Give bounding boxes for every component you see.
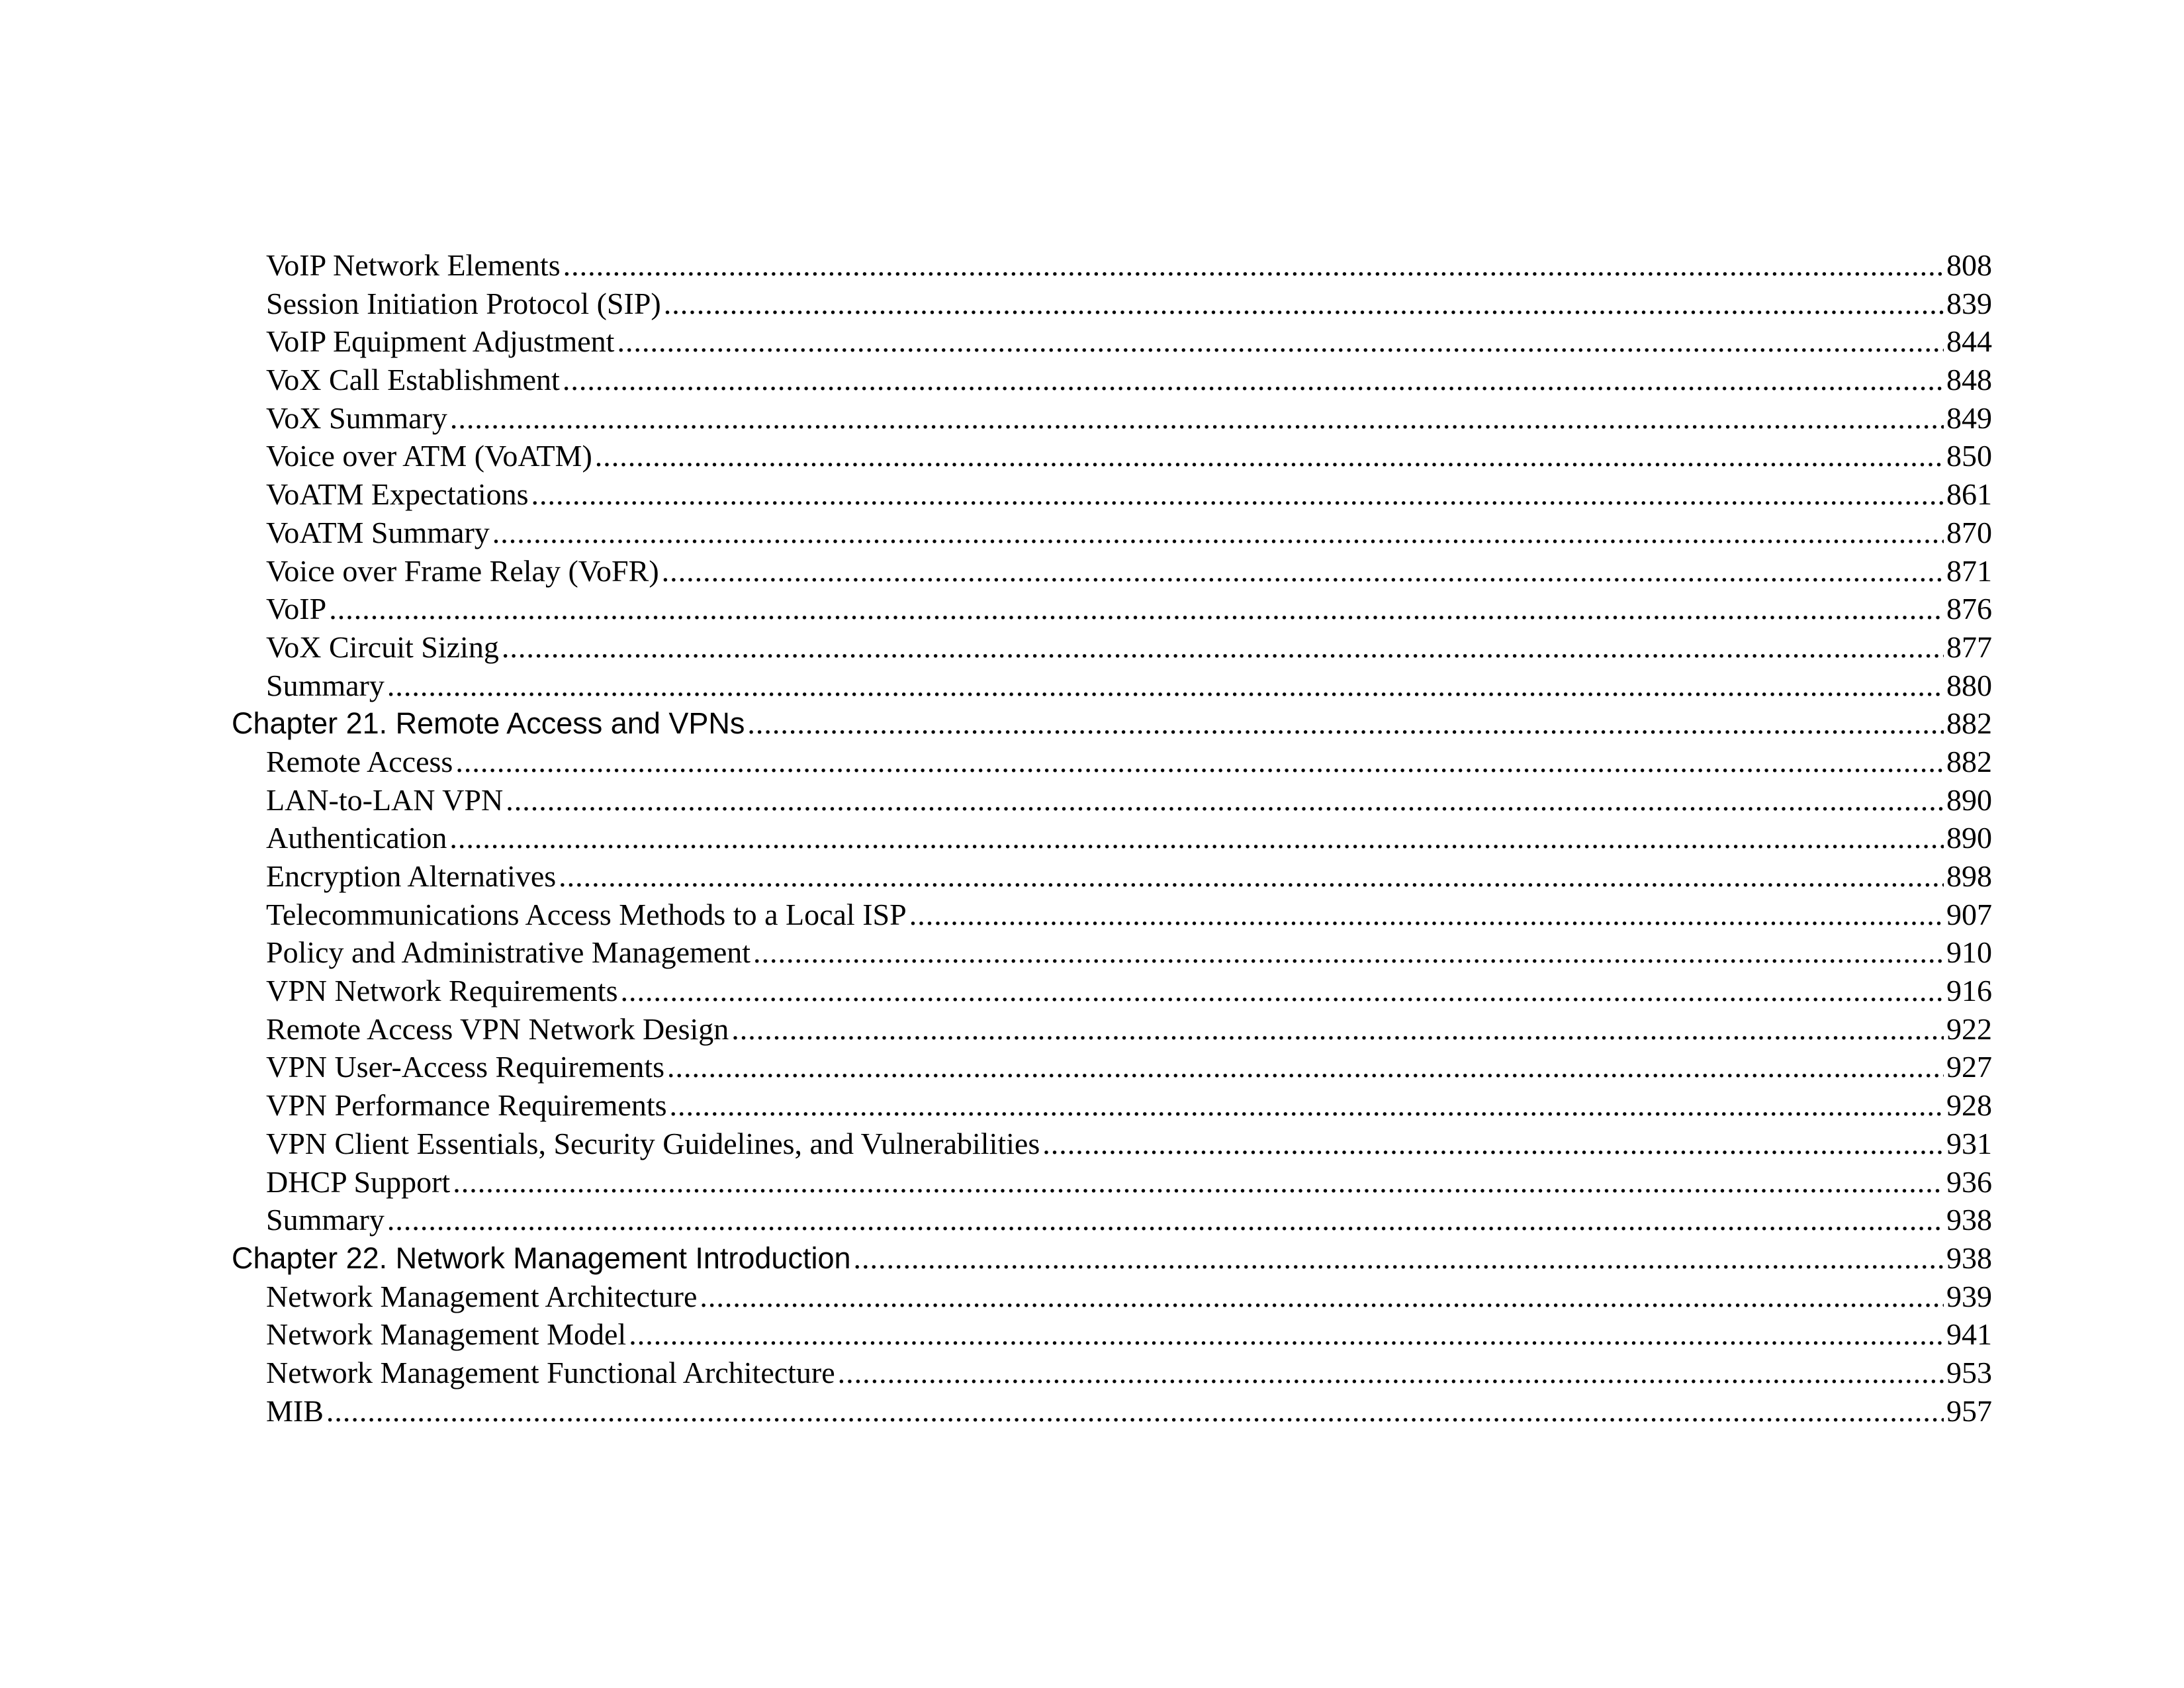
dot-leader (629, 1315, 1944, 1354)
toc-entry-page-number: 861 (1946, 477, 1992, 512)
toc-entry-title: Voice over Frame Relay (VoFR) (266, 553, 659, 588)
dot-leader (453, 1163, 1944, 1201)
toc-entry-page-number: 880 (1946, 668, 1992, 702)
dot-leader (563, 361, 1944, 399)
dot-leader (664, 285, 1944, 323)
dot-leader (731, 1010, 1944, 1049)
toc-section-entry[interactable] (232, 743, 1992, 781)
toc-entry-title: Network Management Architecture (266, 1279, 698, 1313)
toc-section-entry[interactable] (232, 399, 1992, 438)
toc-entry-title: Summary (266, 1203, 385, 1237)
dot-leader (662, 552, 1944, 590)
toc-section-entry[interactable] (232, 246, 1992, 285)
toc-section-entry[interactable] (232, 475, 1992, 514)
toc-entry-page-number: 877 (1946, 630, 1992, 664)
toc-entry-title: VoATM Summary (266, 515, 490, 549)
toc-entry-page-number: 839 (1946, 286, 1992, 320)
toc-entry-page-number: 882 (1946, 706, 1992, 741)
toc-entry-page-number: 931 (1946, 1126, 1992, 1160)
toc-entry-page-number: 916 (1946, 974, 1992, 1008)
toc-section-entry[interactable] (232, 933, 1992, 972)
dot-leader (563, 246, 1944, 285)
toc-section-entry[interactable] (232, 1125, 1992, 1163)
toc-entry-page-number: 910 (1946, 935, 1992, 970)
toc-entry-title: VPN User-Access Requirements (266, 1050, 665, 1084)
toc-section-entry[interactable] (232, 514, 1992, 552)
toc-entry-page-number: 898 (1946, 859, 1992, 893)
toc-entry-title: LAN-to-LAN VPN (266, 782, 504, 817)
toc-entry-title: Voice over ATM (VoATM) (266, 439, 592, 473)
toc-entry-title: VoX Summary (266, 400, 447, 435)
toc-entry-page-number: 938 (1946, 1241, 1992, 1275)
dot-leader (700, 1278, 1944, 1316)
toc-entry-page-number: 882 (1946, 744, 1992, 778)
toc-section-entry[interactable] (232, 361, 1992, 399)
toc-entry-title: VoIP Equipment Adjustment (266, 324, 615, 359)
dot-leader (1042, 1125, 1944, 1163)
toc-entry-title: VPN Performance Requirements (266, 1088, 667, 1123)
toc-section-entry[interactable] (232, 781, 1992, 820)
toc-section-entry[interactable] (232, 437, 1992, 475)
dot-leader (387, 667, 1944, 705)
toc-section-entry[interactable] (232, 896, 1992, 934)
toc-entry-title: Session Initiation Protocol (SIP) (266, 286, 661, 320)
toc-entry-page-number: 941 (1946, 1317, 1992, 1352)
toc-entry-page-number: 849 (1946, 400, 1992, 435)
toc-entry-title: VoX Call Establishment (266, 363, 560, 397)
dot-leader (450, 399, 1944, 438)
toc-entry-title: DHCP Support (266, 1164, 451, 1199)
toc-entry-title: Summary (266, 668, 385, 702)
toc-section-entry[interactable] (232, 1392, 1992, 1430)
toc-entry-page-number: 907 (1946, 897, 1992, 931)
toc-entry-page-number: 876 (1946, 592, 1992, 626)
dot-leader (620, 972, 1944, 1010)
toc-entry-title: VPN Network Requirements (266, 974, 618, 1008)
toc-entry-title: VoIP (266, 592, 327, 626)
toc-section-entry[interactable] (232, 1278, 1992, 1316)
dot-leader (492, 514, 1944, 552)
toc-entry-title: VoIP Network Elements (266, 248, 561, 282)
dot-leader (455, 743, 1944, 781)
toc-entry-page-number: 922 (1946, 1011, 1992, 1046)
toc-section-entry[interactable] (232, 1163, 1992, 1201)
toc-section-entry[interactable] (232, 552, 1992, 590)
toc-entry-page-number: 957 (1946, 1393, 1992, 1428)
dot-leader (595, 437, 1944, 475)
dot-leader (670, 1086, 1944, 1125)
toc-entry-title: Chapter 22. Network Management Introduction (232, 1241, 851, 1275)
toc-section-entry[interactable] (232, 1315, 1992, 1354)
dot-leader (326, 1392, 1944, 1430)
toc-section-entry[interactable] (232, 285, 1992, 323)
toc-entry-page-number: 808 (1946, 248, 1992, 282)
toc-entry-page-number: 844 (1946, 324, 1992, 359)
toc-entry-page-number: 936 (1946, 1164, 1992, 1199)
dot-leader (838, 1354, 1944, 1392)
dot-leader (753, 933, 1944, 972)
toc-section-entry[interactable] (232, 1010, 1992, 1049)
toc-section-entry[interactable] (232, 857, 1992, 896)
toc-chapter-entry[interactable] (232, 704, 1992, 743)
toc-entry-title: VoATM Expectations (266, 477, 529, 512)
dot-leader (449, 819, 1944, 857)
dot-leader (617, 322, 1944, 361)
toc-entry-page-number: 927 (1946, 1050, 1992, 1084)
toc-entry-title: MIB (266, 1393, 324, 1428)
toc-section-entry[interactable] (232, 819, 1992, 857)
toc-section-entry[interactable] (232, 590, 1992, 628)
dot-leader (854, 1239, 1944, 1278)
dot-leader (531, 475, 1944, 514)
toc-chapter-entry[interactable] (232, 1239, 1992, 1278)
dot-leader (909, 896, 1944, 934)
toc-entry-title: Network Management Model (266, 1317, 627, 1352)
dot-leader (502, 628, 1944, 667)
toc-entry-title: Policy and Administrative Management (266, 935, 751, 970)
toc-section-entry[interactable] (232, 667, 1992, 705)
toc-entry-title: Telecommunications Access Methods to a Local ISP (266, 897, 907, 931)
toc-entry-title: Network Management Functional Architecture (266, 1355, 835, 1389)
toc-section-entry[interactable] (232, 628, 1992, 667)
dot-leader (747, 704, 1944, 743)
toc-section-entry[interactable] (232, 322, 1992, 361)
toc-entry-page-number: 939 (1946, 1279, 1992, 1313)
toc-section-entry[interactable] (232, 1086, 1992, 1125)
dot-leader (506, 781, 1944, 820)
toc-entry-page-number: 938 (1946, 1203, 1992, 1237)
toc-entry-title: Encryption Alternatives (266, 859, 557, 893)
toc-section-entry[interactable] (232, 972, 1992, 1010)
toc-entry-title: Chapter 21. Remote Access and VPNs (232, 706, 745, 741)
table-of-contents (232, 246, 1992, 1430)
dot-leader (667, 1048, 1944, 1086)
toc-entry-page-number: 890 (1946, 782, 1992, 817)
toc-entry-page-number: 928 (1946, 1088, 1992, 1123)
toc-section-entry[interactable] (232, 1201, 1992, 1239)
toc-section-entry[interactable] (232, 1048, 1992, 1086)
toc-entry-page-number: 890 (1946, 821, 1992, 855)
toc-entry-title: Remote Access VPN Network Design (266, 1011, 729, 1046)
toc-entry-title: Remote Access (266, 744, 453, 778)
toc-entry-title: VPN Client Essentials, Security Guidelines, and Vulnerabilities (266, 1126, 1040, 1160)
dot-leader (329, 590, 1944, 628)
toc-entry-page-number: 953 (1946, 1355, 1992, 1389)
dot-leader (559, 857, 1944, 896)
toc-section-entry[interactable] (232, 1354, 1992, 1392)
toc-entry-page-number: 870 (1946, 515, 1992, 549)
toc-entry-title: Authentication (266, 821, 447, 855)
dot-leader (387, 1201, 1944, 1239)
toc-entry-page-number: 848 (1946, 363, 1992, 397)
toc-entry-page-number: 850 (1946, 439, 1992, 473)
toc-entry-page-number: 871 (1946, 553, 1992, 588)
toc-entry-title: VoX Circuit Sizing (266, 630, 499, 664)
